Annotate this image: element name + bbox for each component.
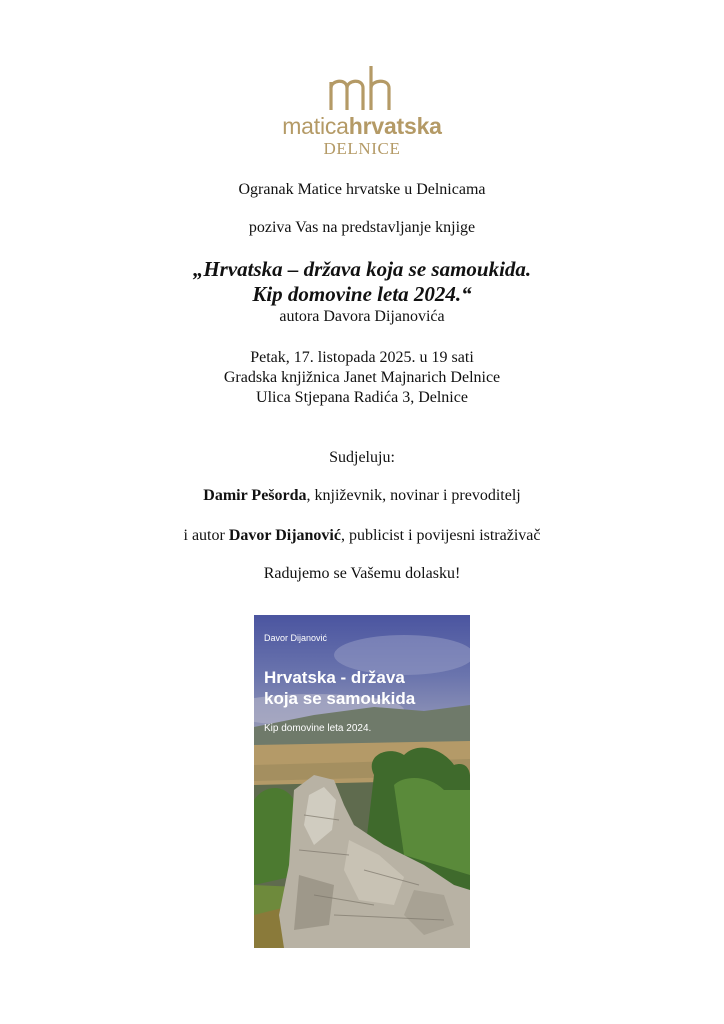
cover-title-line1: Hrvatska - država <box>264 668 405 687</box>
cover-landscape-illustration <box>254 615 470 948</box>
cover-title <box>264 667 469 709</box>
logo-name-light: matica <box>282 113 349 139</box>
matica-hrvatska-logo <box>0 62 724 158</box>
participant-1-name: Damir Pešorda <box>203 487 307 504</box>
participant-1-desc: , književnik, novinar i prevoditelj <box>306 487 521 504</box>
participants-heading: Sudjeluju: <box>329 449 395 466</box>
participant-1 <box>0 486 724 506</box>
invite-line: poziva Vas na predstavljanje knjige <box>248 219 476 236</box>
address-line: Ulica Stjepana Radića 3, Delnice <box>256 389 468 406</box>
book-title-line2: Kip domovine leta 2024.“ <box>252 282 472 306</box>
book-title-line1: „Hrvatska – država koja se samoukida. <box>192 257 532 281</box>
organizer-line: Ogranak Matice hrvatske u Delnicama <box>238 181 486 198</box>
closing-line: Radujemo se Vašemu dolasku! <box>263 565 461 582</box>
author-line: autora Davora Dijanovića <box>279 308 445 325</box>
logo-name-bold: hrvatska <box>348 113 442 139</box>
cover-author: Davor Dijanović <box>264 633 328 643</box>
participant-2-name: Davor Dijanović <box>228 527 341 544</box>
cover-title-line2: koja se samoukida <box>264 689 416 708</box>
book-cover-image <box>254 615 470 948</box>
date-line: Petak, 17. listopada 2025. u 19 sati <box>250 349 474 366</box>
venue-line: Gradska knjižnica Janet Majnarich Delnice <box>223 369 501 386</box>
cover-subtitle: Kip domovine leta 2024. <box>264 723 372 734</box>
participant-2-prefix: i autor <box>183 527 229 544</box>
participant-2-desc: , publicist i povijesni istraživač <box>340 527 541 544</box>
mh-monogram-icon <box>327 62 397 112</box>
participant-2 <box>0 526 724 546</box>
logo-city: DELNICE <box>323 139 401 158</box>
logo-wordmark <box>0 114 724 138</box>
